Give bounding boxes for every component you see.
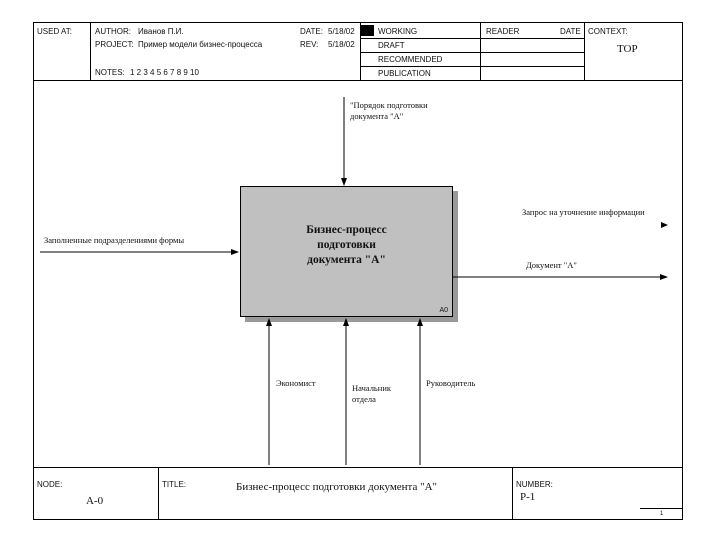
- footer-top-line: [33, 467, 683, 468]
- mechanism-2-label: Начальник отдела: [352, 383, 392, 404]
- date-label: DATE:: [300, 27, 323, 36]
- output-document-label: Документ "А": [526, 260, 577, 270]
- notes-label: NOTES:: [95, 68, 125, 77]
- date-value: 5/18/02: [328, 27, 355, 36]
- output-request-label: Запрос на уточнение информации: [522, 207, 645, 217]
- activity-title: Бизнес-процесс подготовки документа "А": [306, 224, 387, 266]
- number-value: P-1: [520, 491, 536, 503]
- reader-label: READER: [486, 27, 520, 36]
- status-recommended: RECOMMENDED: [378, 55, 443, 64]
- author-value: Иванов П.И.: [138, 27, 184, 36]
- context-value: TOP: [617, 43, 638, 55]
- activity-number: A0: [439, 307, 448, 314]
- mechanism-1-label: Экономист: [276, 378, 316, 388]
- status-draft: DRAFT: [378, 41, 405, 50]
- status-working: WORKING: [378, 27, 418, 36]
- status-publication: PUBLICATION: [378, 69, 431, 78]
- number-label: NUMBER:: [516, 480, 553, 489]
- output-request-arrowhead[interactable]: [661, 222, 668, 228]
- page-number: 1: [660, 511, 664, 517]
- project-value: Пример модели бизнес-процесса: [138, 40, 263, 49]
- author-label: AUTHOR:: [95, 27, 131, 36]
- mechanism-3-label: Руководитель: [426, 378, 476, 388]
- node-value: A-0: [86, 495, 104, 507]
- input-arrow-label: Заполненные подразделениями формы: [44, 235, 185, 245]
- reader-date-label: DATE: [560, 27, 581, 36]
- project-label: PROJECT:: [95, 40, 134, 49]
- footer-title-value: Бизнес-процесс подготовки документа "А": [236, 481, 438, 493]
- rev-label: REV:: [300, 40, 319, 49]
- context-label: CONTEXT:: [588, 27, 628, 36]
- used-at-label: USED AT:: [37, 27, 72, 36]
- footer-divider-1: [158, 467, 159, 520]
- control-arrow-label: "Порядок подготовки документа "А": [350, 100, 428, 121]
- rev-value: 5/18/02: [328, 40, 355, 49]
- node-label: NODE:: [37, 480, 63, 489]
- title-label: TITLE:: [162, 480, 187, 489]
- notes-value: 1 2 3 4 5 6 7 8 9 10: [130, 68, 199, 77]
- footer-divider-2: [512, 467, 513, 520]
